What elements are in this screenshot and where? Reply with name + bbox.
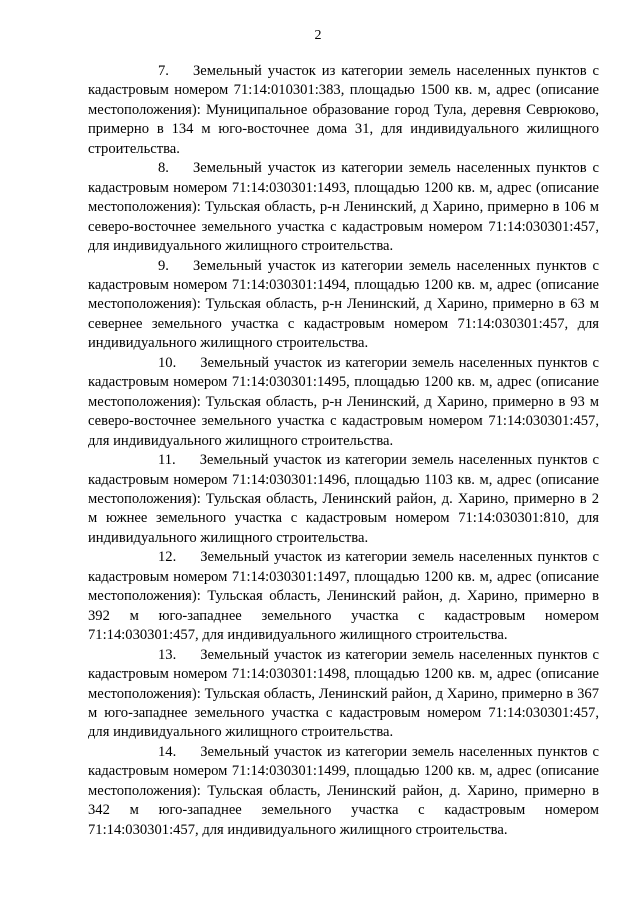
item-text: Земельный участок из категории земель населенных пунктов с кадастровым номером 71:14:030301:1496, площадью 1103 кв. м, адрес (описание местоположения): Тульская область, Ленинский район, д. Харино, примерно в 2 м южнее земельного участка с кадастровым номером 71:14:030301:810, для индивидуального жилищного строительства. — [88, 452, 599, 546]
item-text: Земельный участок из категории земель населенных пунктов с кадастровым номером 71:14:010301:383, площадью 1500 кв. м, адрес (описание местоположения): Муниципальное образование город Тула, деревня Севрюково, примерно в 134 м юго-восточнее дома 31, для индивидуального жилищного строительства. — [88, 63, 599, 157]
list-item — [88, 548, 599, 645]
item-text: Земельный участок из категории земель населенных пунктов с кадастровым номером 71:14:030301:1499, площадью 1200 кв. м, адрес (описание местоположения): Тульская область, Ленинский район, д. Харино, примерно в 342 м юго-западнее земельного участка с кадастровым номером 71:14:030301:457, для индивидуального жилищного строительства. — [88, 743, 599, 838]
item-number: 11. — [158, 452, 176, 469]
item-number: 10. — [158, 354, 177, 371]
item-text: Земельный участок из категории земель населенных пунктов с кадастровым номером 71:14:030301:1498, площадью 1200 кв. м, адрес (описание местоположения): Тульская область, Ленинский район, д Харино, примерно в 367 м юго-западнее земельного участка с кадастровым номером 71:14:030301:457, для индивидуального жилищного строительства. — [88, 646, 599, 741]
list-item — [88, 257, 599, 354]
item-number: 9. — [158, 257, 169, 274]
list-item — [88, 451, 599, 548]
list-item — [88, 62, 599, 159]
item-number: 8. — [158, 160, 169, 177]
item-text: Земельный участок из категории земель населенных пунктов с кадастровым номером 71:14:030301:1497, площадью 1200 кв. м, адрес (описание местоположения): Тульская область, Ленинский район, д. Харино, примерно в 392 м юго-западнее земельного участка с кадастровым номером 71:14:030301:457, для индивидуального жилищного строительства. — [88, 549, 599, 644]
item-number: 13. — [158, 646, 177, 663]
item-text: Земельный участок из категории земель населенных пунктов с кадастровым номером 71:14:030301:1493, площадью 1200 кв. м, адрес (описание местоположения): Тульская область, р-н Ленинский, д Харино, примерно в 106 м северо-восточнее земельного участка с кадастровым номером 71:14:030301:457, для индивидуального жилищного строительства. — [88, 160, 599, 255]
list-item — [88, 743, 599, 840]
item-text: Земельный участок из категории земель населенных пунктов с кадастровым номером 71:14:030301:1495, площадью 1200 кв. м, адрес (описание местоположения): Тульская область, р-н Ленинский, д Харино, примерно в 93 м северо-восточнее земельного участка с кадастровым номером 71:14:030301:457, для индивидуального жилищного строительства. — [88, 354, 599, 449]
item-text: Земельный участок из категории земель населенных пунктов с кадастровым номером 71:14:030301:1494, площадью 1200 кв. м, адрес (описание местоположения): Тульская область, р-н Ленинский, д Харино, примерно в 63 м севернее земельного участка с кадастровым номером 71:14:030301:457, для индивидуального жилищного строительства. — [88, 257, 599, 352]
page-number: 2 — [314, 28, 322, 43]
list-item — [88, 646, 599, 743]
list-item — [88, 354, 599, 451]
item-number: 14. — [158, 743, 177, 760]
item-number: 12. — [158, 549, 177, 566]
document-body — [88, 62, 599, 840]
item-number: 7. — [158, 63, 169, 79]
list-item — [88, 159, 599, 256]
